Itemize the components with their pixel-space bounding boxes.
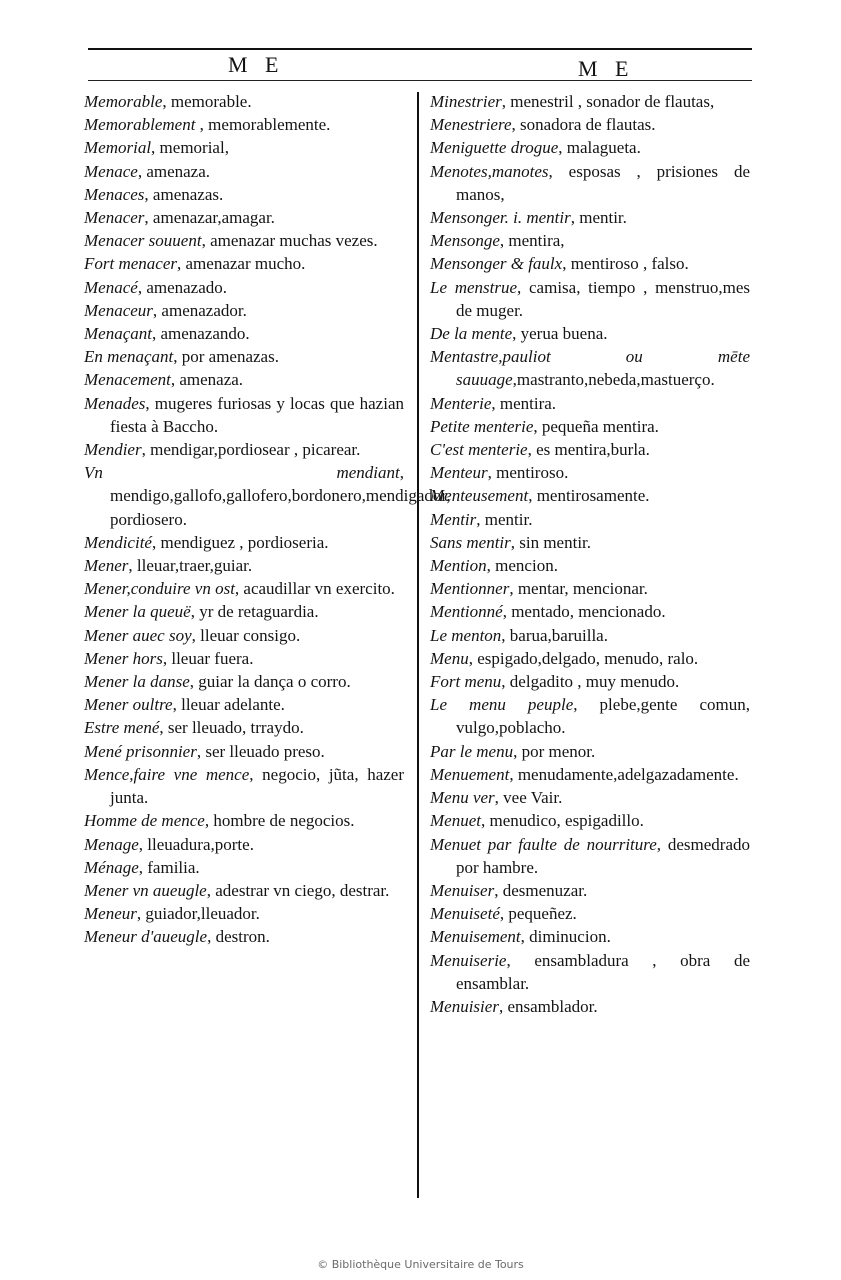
- entry-headword: Menteur: [430, 463, 488, 483]
- entry-headword: Mensonge: [430, 231, 500, 251]
- entry-translation: , mentira.: [491, 393, 557, 413]
- dictionary-entry: [430, 322, 750, 345]
- entry-headword: Memorable: [84, 92, 163, 111]
- entry-headword: Mener: [84, 556, 129, 576]
- entry-headword: Mentionné: [430, 602, 503, 622]
- entry-translation: , memorablemente.: [195, 115, 331, 135]
- dictionary-entry: [430, 90, 750, 113]
- dictionary-entry: [84, 716, 404, 739]
- dictionary-entry: [84, 276, 404, 299]
- entry-translation: , pequeña mentira.: [533, 416, 659, 436]
- entry-translation: , amenazando.: [151, 324, 250, 344]
- entry-headword: Mener vn aueugle: [84, 880, 207, 900]
- entry-headword: Menace: [84, 161, 138, 181]
- dictionary-entry: [84, 392, 404, 438]
- dictionary-entry: [430, 276, 750, 322]
- entry-translation: , mentado, mencionado.: [502, 602, 666, 622]
- dictionary-entry: [84, 322, 404, 345]
- dictionary-entry: [84, 902, 404, 925]
- dictionary-entry: [430, 647, 750, 670]
- entry-translation: , mentar, mencionar.: [509, 579, 648, 599]
- entry-translation: , por amenazas.: [173, 347, 279, 367]
- entry-translation: , desmenuzar.: [494, 880, 588, 900]
- entry-headword: Vn mendiant: [84, 463, 400, 483]
- dictionary-entry: [430, 949, 750, 995]
- entry-headword: Meneur: [84, 904, 137, 924]
- dictionary-entry: [84, 856, 404, 879]
- entry-translation: , adestrar vn ciego, destrar.: [206, 880, 390, 900]
- entry-headword: Mené prisonnier: [84, 741, 197, 761]
- entry-headword: Mention: [430, 556, 487, 576]
- top-rule: [88, 48, 752, 50]
- entry-headword: Menaceur: [84, 300, 153, 320]
- entry-translation: , ser lleuado preso.: [196, 741, 325, 761]
- entry-translation: , vee Vair.: [494, 788, 563, 808]
- entry-translation: , lleuar,traer,guiar.: [128, 556, 253, 576]
- dictionary-entry: [84, 229, 404, 252]
- entry-headword: Minestrier: [430, 92, 502, 111]
- entry-translation: , diminucion.: [520, 927, 611, 947]
- entry-translation: , mentirosamente.: [528, 486, 650, 506]
- dictionary-entry: [430, 461, 750, 484]
- entry-headword: Menuiser: [430, 880, 495, 900]
- entry-translation: , guiar la dança o corro.: [189, 672, 351, 692]
- dictionary-entry: [84, 183, 404, 206]
- entry-translation: , mentir.: [570, 208, 627, 228]
- dictionary-entry: [430, 554, 750, 577]
- dictionary-entry: [430, 879, 750, 902]
- entry-translation: , mendiguez , pordioseria.: [151, 532, 329, 552]
- entry-translation: , barua,baruilla.: [501, 625, 608, 645]
- entry-headword: Menacer souuent: [84, 231, 202, 251]
- entry-headword: Menu ver: [430, 788, 495, 808]
- dictionary-entry: [84, 670, 404, 693]
- entry-headword: Menuet: [430, 811, 481, 831]
- entry-headword: Menuiseté: [430, 904, 500, 924]
- entry-headword: Menuement: [430, 764, 510, 784]
- entry-translation: , acaudillar vn exercito.: [234, 579, 395, 599]
- entry-translation: , menudico, espigadillo.: [480, 811, 644, 831]
- dictionary-entry: [430, 415, 750, 438]
- entry-translation: , lleuadura,porte.: [138, 834, 254, 854]
- dictionary-entry: [84, 252, 404, 275]
- dictionary-entry: [84, 600, 404, 623]
- dictionary-entry: [84, 438, 404, 461]
- entry-headword: Menotes,manotes: [430, 161, 549, 181]
- dictionary-entry: [430, 925, 750, 948]
- entry-translation: , esposas , prisiones de manos,: [456, 161, 750, 204]
- entry-headword: Mener hors: [84, 648, 163, 668]
- dictionary-entry: [84, 136, 404, 159]
- entry-headword: Mentastre,pauliot ou mēte sauuage: [430, 347, 750, 390]
- dictionary-entry: [84, 624, 404, 647]
- entry-headword: Menterie: [430, 393, 492, 413]
- running-head-left: M E: [228, 52, 285, 77]
- entry-headword: Homme de mence: [84, 811, 205, 831]
- entry-headword: Mener la queuë: [84, 602, 191, 622]
- entry-headword: Par le menu: [430, 741, 514, 761]
- dictionary-entry: [430, 252, 750, 275]
- dictionary-entry: [430, 740, 750, 763]
- entry-translation: , guiador,lleuador.: [136, 904, 260, 924]
- dictionary-entry: [430, 693, 750, 739]
- entry-translation: , amenazas.: [144, 184, 224, 204]
- entry-translation: , sonadora de flautas.: [511, 115, 656, 135]
- entry-headword: Memorablement: [84, 115, 196, 135]
- entry-translation: , delgadito , muy menudo.: [501, 672, 680, 692]
- entry-headword: Mentionner: [430, 579, 510, 599]
- dictionary-entry: [430, 600, 750, 623]
- entry-translation: , mentiroso.: [487, 463, 569, 483]
- entry-translation: , amenazar muchas vezes.: [201, 231, 378, 251]
- footer-credit: © Bibliothèque Universitaire de Tours: [317, 1258, 524, 1271]
- entry-translation: , ensamblador.: [498, 996, 598, 1016]
- entry-headword: Menacé: [84, 277, 138, 297]
- entry-translation: , amenazar mucho.: [177, 254, 306, 274]
- entry-translation: , menudamente,adelgazadamente.: [509, 764, 739, 784]
- dictionary-entry: [84, 740, 404, 763]
- entry-headword: Mener oultre: [84, 695, 173, 715]
- dictionary-entry: [430, 345, 750, 391]
- dictionary-entry: [84, 577, 404, 600]
- entry-headword: Menacement: [84, 370, 171, 390]
- entry-translation: , mugeres furiosas y locas que hazian fiesta à Baccho.: [110, 393, 404, 436]
- entry-headword: Mence,faire vne mence: [84, 764, 250, 784]
- entry-headword: Mensonger. i. mentir: [430, 208, 571, 228]
- dictionary-entry: [84, 925, 404, 948]
- entry-translation: , camisa, tiempo , menstruo,mes de muger.: [456, 277, 750, 320]
- dictionary-entry: [84, 368, 404, 391]
- entry-translation: , amenaza.: [137, 161, 211, 181]
- entry-translation: , plebe,gente comun, vulgo,poblacho.: [456, 695, 750, 738]
- entry-headword: Menage: [84, 834, 139, 854]
- dictionary-entry: [84, 345, 404, 368]
- entry-headword: Menu: [430, 648, 469, 668]
- entry-headword: Menuet par faulte de nourriture: [430, 834, 657, 854]
- dictionary-entry: [430, 670, 750, 693]
- dictionary-entry: [84, 90, 404, 113]
- entry-headword: Mendicité: [84, 532, 152, 552]
- dictionary-entry: [430, 763, 750, 786]
- entry-translation: , malagueta.: [558, 138, 641, 158]
- dictionary-entry: [84, 763, 404, 809]
- entry-translation: , sin mentir.: [510, 532, 592, 552]
- entry-translation: , pequeñez.: [499, 904, 577, 924]
- entry-headword: Menteusement: [430, 486, 529, 506]
- dictionary-entry: [430, 786, 750, 809]
- entry-headword: Menestriere: [430, 115, 512, 135]
- entry-translation: , amenazador.: [152, 300, 247, 320]
- entry-headword: Sans mentir: [430, 532, 511, 552]
- dictionary-entry: [430, 136, 750, 159]
- entry-headword: Menacer: [84, 208, 145, 228]
- dictionary-entry: [430, 160, 750, 206]
- entry-headword: Meneur d'aueugle: [84, 927, 208, 947]
- entry-headword: Mentir: [430, 509, 477, 529]
- dictionary-entry: [430, 508, 750, 531]
- dictionary-entry: [84, 693, 404, 716]
- entry-headword: Mener auec soy: [84, 625, 192, 645]
- entry-translation: , mentir.: [476, 509, 533, 529]
- entry-headword: Ménage: [84, 857, 139, 877]
- entry-translation: , yerua buena.: [512, 324, 608, 344]
- entry-headword: Estre mené: [84, 718, 160, 738]
- entry-translation: ,mastranto,nebeda,mastuerço.: [512, 370, 715, 390]
- dictionary-entry: [430, 484, 750, 507]
- entry-translation: , negocio, jũta, hazer junta.: [110, 764, 404, 808]
- dictionary-entry: [84, 833, 404, 856]
- dictionary-entry: [430, 624, 750, 647]
- dictionary-entry: [84, 531, 404, 554]
- header-rule: [88, 80, 752, 81]
- dictionary-entry: [430, 206, 750, 229]
- dictionary-entry: [84, 160, 404, 183]
- entry-translation: , memorial,: [151, 138, 229, 158]
- entry-translation: , desmedrado por hambre.: [456, 834, 750, 877]
- entry-headword: Fort menu: [430, 672, 502, 692]
- entry-headword: Menaces: [84, 184, 145, 204]
- entry-headword: Mensonger & faulx: [430, 254, 563, 274]
- entry-headword: Menuiserie: [430, 950, 507, 970]
- entry-headword: Meniguette drogue: [430, 138, 559, 158]
- entry-translation: , mendigar,pordiosear , picarear.: [141, 440, 361, 460]
- entry-translation: , mentira,: [499, 231, 565, 251]
- entry-headword: Menuisement: [430, 927, 521, 947]
- entry-headword: Menaçant: [84, 324, 152, 344]
- dictionary-entry: [430, 392, 750, 415]
- dictionary-entry: [84, 113, 404, 136]
- entry-headword: C'est menterie: [430, 440, 528, 460]
- dictionary-entry: [84, 461, 451, 531]
- dictionary-entry: [84, 879, 404, 902]
- entry-translation: , es mentira,burla.: [527, 440, 650, 460]
- entry-headword: Fort menacer: [84, 254, 178, 274]
- entry-translation: , ensambladura , obra de ensamblar.: [456, 950, 750, 993]
- entry-headword: Le menstrue: [430, 277, 518, 297]
- dictionary-entry: [84, 554, 404, 577]
- right-column: [430, 90, 750, 1018]
- entry-translation: , mentiroso , falso.: [562, 254, 689, 274]
- dictionary-entry: [84, 647, 404, 670]
- entry-translation: , memorable.: [162, 92, 252, 111]
- entry-translation: , mencion.: [486, 556, 558, 576]
- dictionary-entry: [430, 113, 750, 136]
- entry-headword: Mendier: [84, 440, 142, 460]
- dictionary-entry: [430, 229, 750, 252]
- entry-headword: De la mente: [430, 324, 513, 344]
- entry-translation: , lleuar adelante.: [172, 695, 285, 715]
- entry-translation: , mendigo,gallofo,gallofero,bordonero,mendigador, pordiosero.: [110, 463, 451, 529]
- dictionary-entry: [430, 438, 750, 461]
- entry-headword: Menuisier: [430, 996, 499, 1016]
- dictionary-entry: [84, 206, 404, 229]
- running-head-right: M E: [578, 56, 635, 81]
- dictionary-entry: [430, 995, 750, 1018]
- entry-translation: , yr de retaguardia.: [190, 602, 319, 622]
- column-divider: [417, 92, 419, 1198]
- dictionary-entry: [430, 833, 750, 879]
- entry-translation: , ser lleuado, trraydo.: [159, 718, 304, 738]
- dictionary-entry: [430, 902, 750, 925]
- dictionary-entry: [84, 299, 404, 322]
- entry-headword: Menades: [84, 393, 146, 413]
- entry-translation: , destron.: [207, 927, 270, 947]
- entry-translation: , lleuar fuera.: [162, 648, 254, 668]
- dictionary-entry: [84, 809, 404, 832]
- dictionary-entry: [430, 531, 750, 554]
- entry-headword: En menaçant: [84, 347, 174, 367]
- entry-headword: Le menu peuple: [430, 695, 574, 715]
- dictionary-entry: [430, 809, 750, 832]
- entry-headword: Petite menterie: [430, 416, 534, 436]
- entry-translation: , amenaza.: [170, 370, 244, 390]
- entry-translation: , espigado,delgado, menudo, ralo.: [468, 648, 699, 668]
- entry-headword: Mener la danse: [84, 672, 190, 692]
- entry-translation: , familia.: [138, 857, 200, 877]
- entry-headword: Mener,conduire vn ost: [84, 579, 235, 599]
- entry-translation: , por menor.: [513, 741, 596, 761]
- dictionary-entry: [430, 577, 750, 600]
- entry-headword: Le menton: [430, 625, 502, 645]
- entry-translation: , hombre de negocios.: [204, 811, 355, 831]
- entry-headword: Memorial: [84, 138, 152, 158]
- entry-translation: , lleuar consigo.: [191, 625, 301, 645]
- entry-translation: , menestril , sonador de flautas,: [501, 92, 715, 111]
- entry-translation: , amenazar,amagar.: [144, 208, 275, 228]
- entry-translation: , amenazado.: [137, 277, 228, 297]
